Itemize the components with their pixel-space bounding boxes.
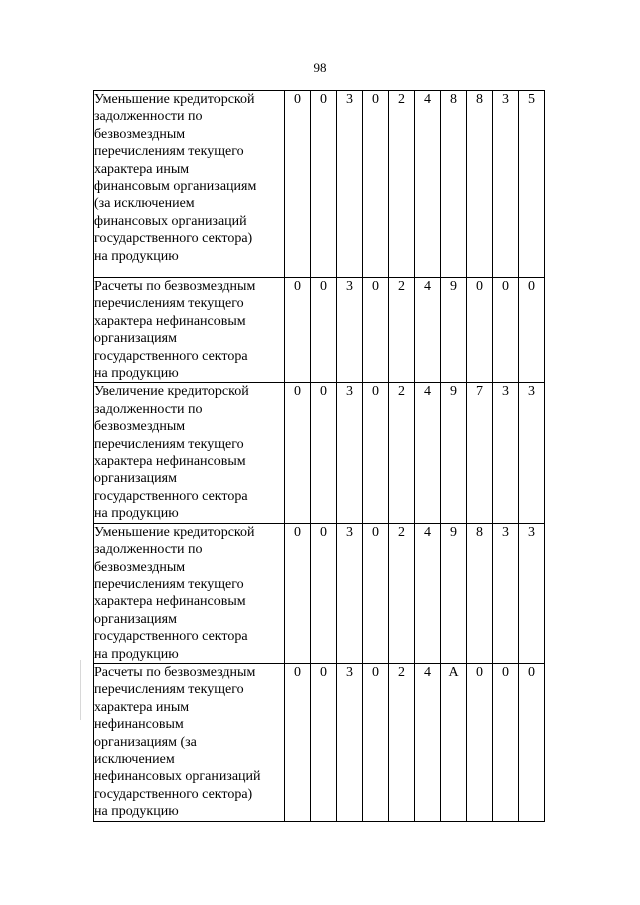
description-line: государственного сектора — [94, 348, 248, 364]
code-digit: 8 — [441, 91, 467, 278]
code-digit: 9 — [441, 383, 467, 523]
code-digit: 0 — [363, 91, 389, 278]
description-line: характера нефинансовым — [94, 594, 246, 610]
code-digit: 4 — [415, 663, 441, 821]
row-description — [94, 278, 285, 383]
code-digit: 3 — [519, 523, 545, 663]
description-line: Расчеты по безвозмездным — [94, 279, 256, 294]
code-digit: 3 — [337, 278, 363, 383]
description-line: перечислениям текущего — [94, 144, 244, 160]
row-description — [94, 91, 285, 278]
description-line: исключением — [94, 751, 175, 767]
table-row — [94, 383, 545, 523]
description-line: на продукцию — [94, 366, 179, 382]
margin-mark — [80, 660, 81, 720]
code-digit: 0 — [467, 663, 493, 821]
description-line: Расчеты по безвозмездным — [94, 664, 256, 680]
description-line: государственного сектора) — [94, 231, 253, 247]
description-line: финансовым организациям — [94, 179, 257, 195]
code-digit: 3 — [493, 523, 519, 663]
description-line: характера иным — [94, 161, 190, 177]
description-line: нефинансовых организаций — [94, 769, 261, 785]
description-line: характера иным — [94, 699, 190, 715]
row-description — [94, 383, 285, 523]
code-digit: 3 — [519, 383, 545, 523]
code-digit: 4 — [415, 91, 441, 278]
description-line: перечислениям текущего — [94, 436, 244, 452]
code-digit: 3 — [493, 383, 519, 523]
description-line: перечислениям текущего — [94, 296, 244, 312]
code-digit: 4 — [415, 523, 441, 663]
page-number: 98 — [313, 60, 327, 75]
description-line: Увеличение кредиторской — [94, 384, 249, 400]
code-digit: 2 — [389, 663, 415, 821]
description-line: характера нефинансовым — [94, 313, 246, 329]
code-digit: 0 — [285, 523, 311, 663]
code-digit: 2 — [389, 523, 415, 663]
code-digit: 0 — [311, 663, 337, 821]
code-digit: 0 — [285, 278, 311, 383]
code-digit: 0 — [519, 663, 545, 821]
row-description — [94, 663, 285, 821]
code-digit: 5 — [519, 91, 545, 278]
description-line: задолженности по — [94, 401, 203, 417]
description-line: организациям (за — [94, 734, 197, 750]
description-line: безвозмездным — [94, 559, 186, 575]
description-line: государственного сектора — [94, 629, 248, 645]
description-line: государственного сектора) — [94, 786, 253, 802]
code-digit: 0 — [285, 91, 311, 278]
code-digit: 2 — [389, 91, 415, 278]
description-line: на продукцию — [94, 646, 179, 662]
table-row — [94, 663, 545, 821]
description-line: организациям — [94, 611, 177, 627]
code-digit: А — [441, 663, 467, 821]
description-line: нефинансовым — [94, 717, 184, 733]
code-digit: 0 — [363, 383, 389, 523]
code-digit: 0 — [311, 278, 337, 383]
code-digit: 7 — [467, 383, 493, 523]
code-digit: 0 — [467, 278, 493, 383]
description-line: организациям — [94, 331, 177, 347]
row-description — [94, 523, 285, 663]
description-line: безвозмездным — [94, 126, 186, 142]
code-digit: 0 — [285, 663, 311, 821]
description-line: на продукцию — [94, 804, 179, 820]
code-digit: 2 — [389, 383, 415, 523]
code-digit: 3 — [493, 91, 519, 278]
description-line: Уменьшение кредиторской — [94, 92, 255, 107]
description-line: государственного сектора — [94, 488, 248, 504]
code-digit: 3 — [337, 663, 363, 821]
description-line: задолженности по — [94, 542, 203, 558]
table-row — [94, 91, 545, 278]
description-line: безвозмездным — [94, 419, 186, 435]
code-digit: 0 — [493, 278, 519, 383]
description-line: на продукцию — [94, 506, 179, 522]
description-line: (за исключением — [94, 196, 195, 212]
table-row — [94, 278, 545, 383]
description-line: задолженности по — [94, 109, 203, 125]
description-line: организациям — [94, 471, 177, 487]
code-digit: 8 — [467, 523, 493, 663]
code-digit: 9 — [441, 523, 467, 663]
code-digit: 0 — [519, 278, 545, 383]
table-row — [94, 523, 545, 663]
description-line: на продукцию — [94, 248, 179, 264]
code-digit: 0 — [493, 663, 519, 821]
code-digit: 3 — [337, 523, 363, 663]
code-digit: 0 — [311, 91, 337, 278]
code-digit: 0 — [363, 663, 389, 821]
description-line: перечислениям текущего — [94, 682, 244, 698]
code-digit: 0 — [311, 523, 337, 663]
description-line: характера нефинансовым — [94, 454, 246, 470]
classification-table — [93, 90, 545, 822]
code-digit: 2 — [389, 278, 415, 383]
code-digit: 3 — [337, 91, 363, 278]
code-digit: 4 — [415, 383, 441, 523]
code-digit: 0 — [311, 383, 337, 523]
code-digit: 3 — [337, 383, 363, 523]
code-digit: 0 — [363, 523, 389, 663]
code-digit: 8 — [467, 91, 493, 278]
code-digit: 0 — [285, 383, 311, 523]
description-line: финансовых организаций — [94, 213, 247, 229]
code-digit: 4 — [415, 278, 441, 383]
description-line: Уменьшение кредиторской — [94, 524, 255, 540]
code-digit: 9 — [441, 278, 467, 383]
code-digit: 0 — [363, 278, 389, 383]
description-line: перечислениям текущего — [94, 576, 244, 592]
